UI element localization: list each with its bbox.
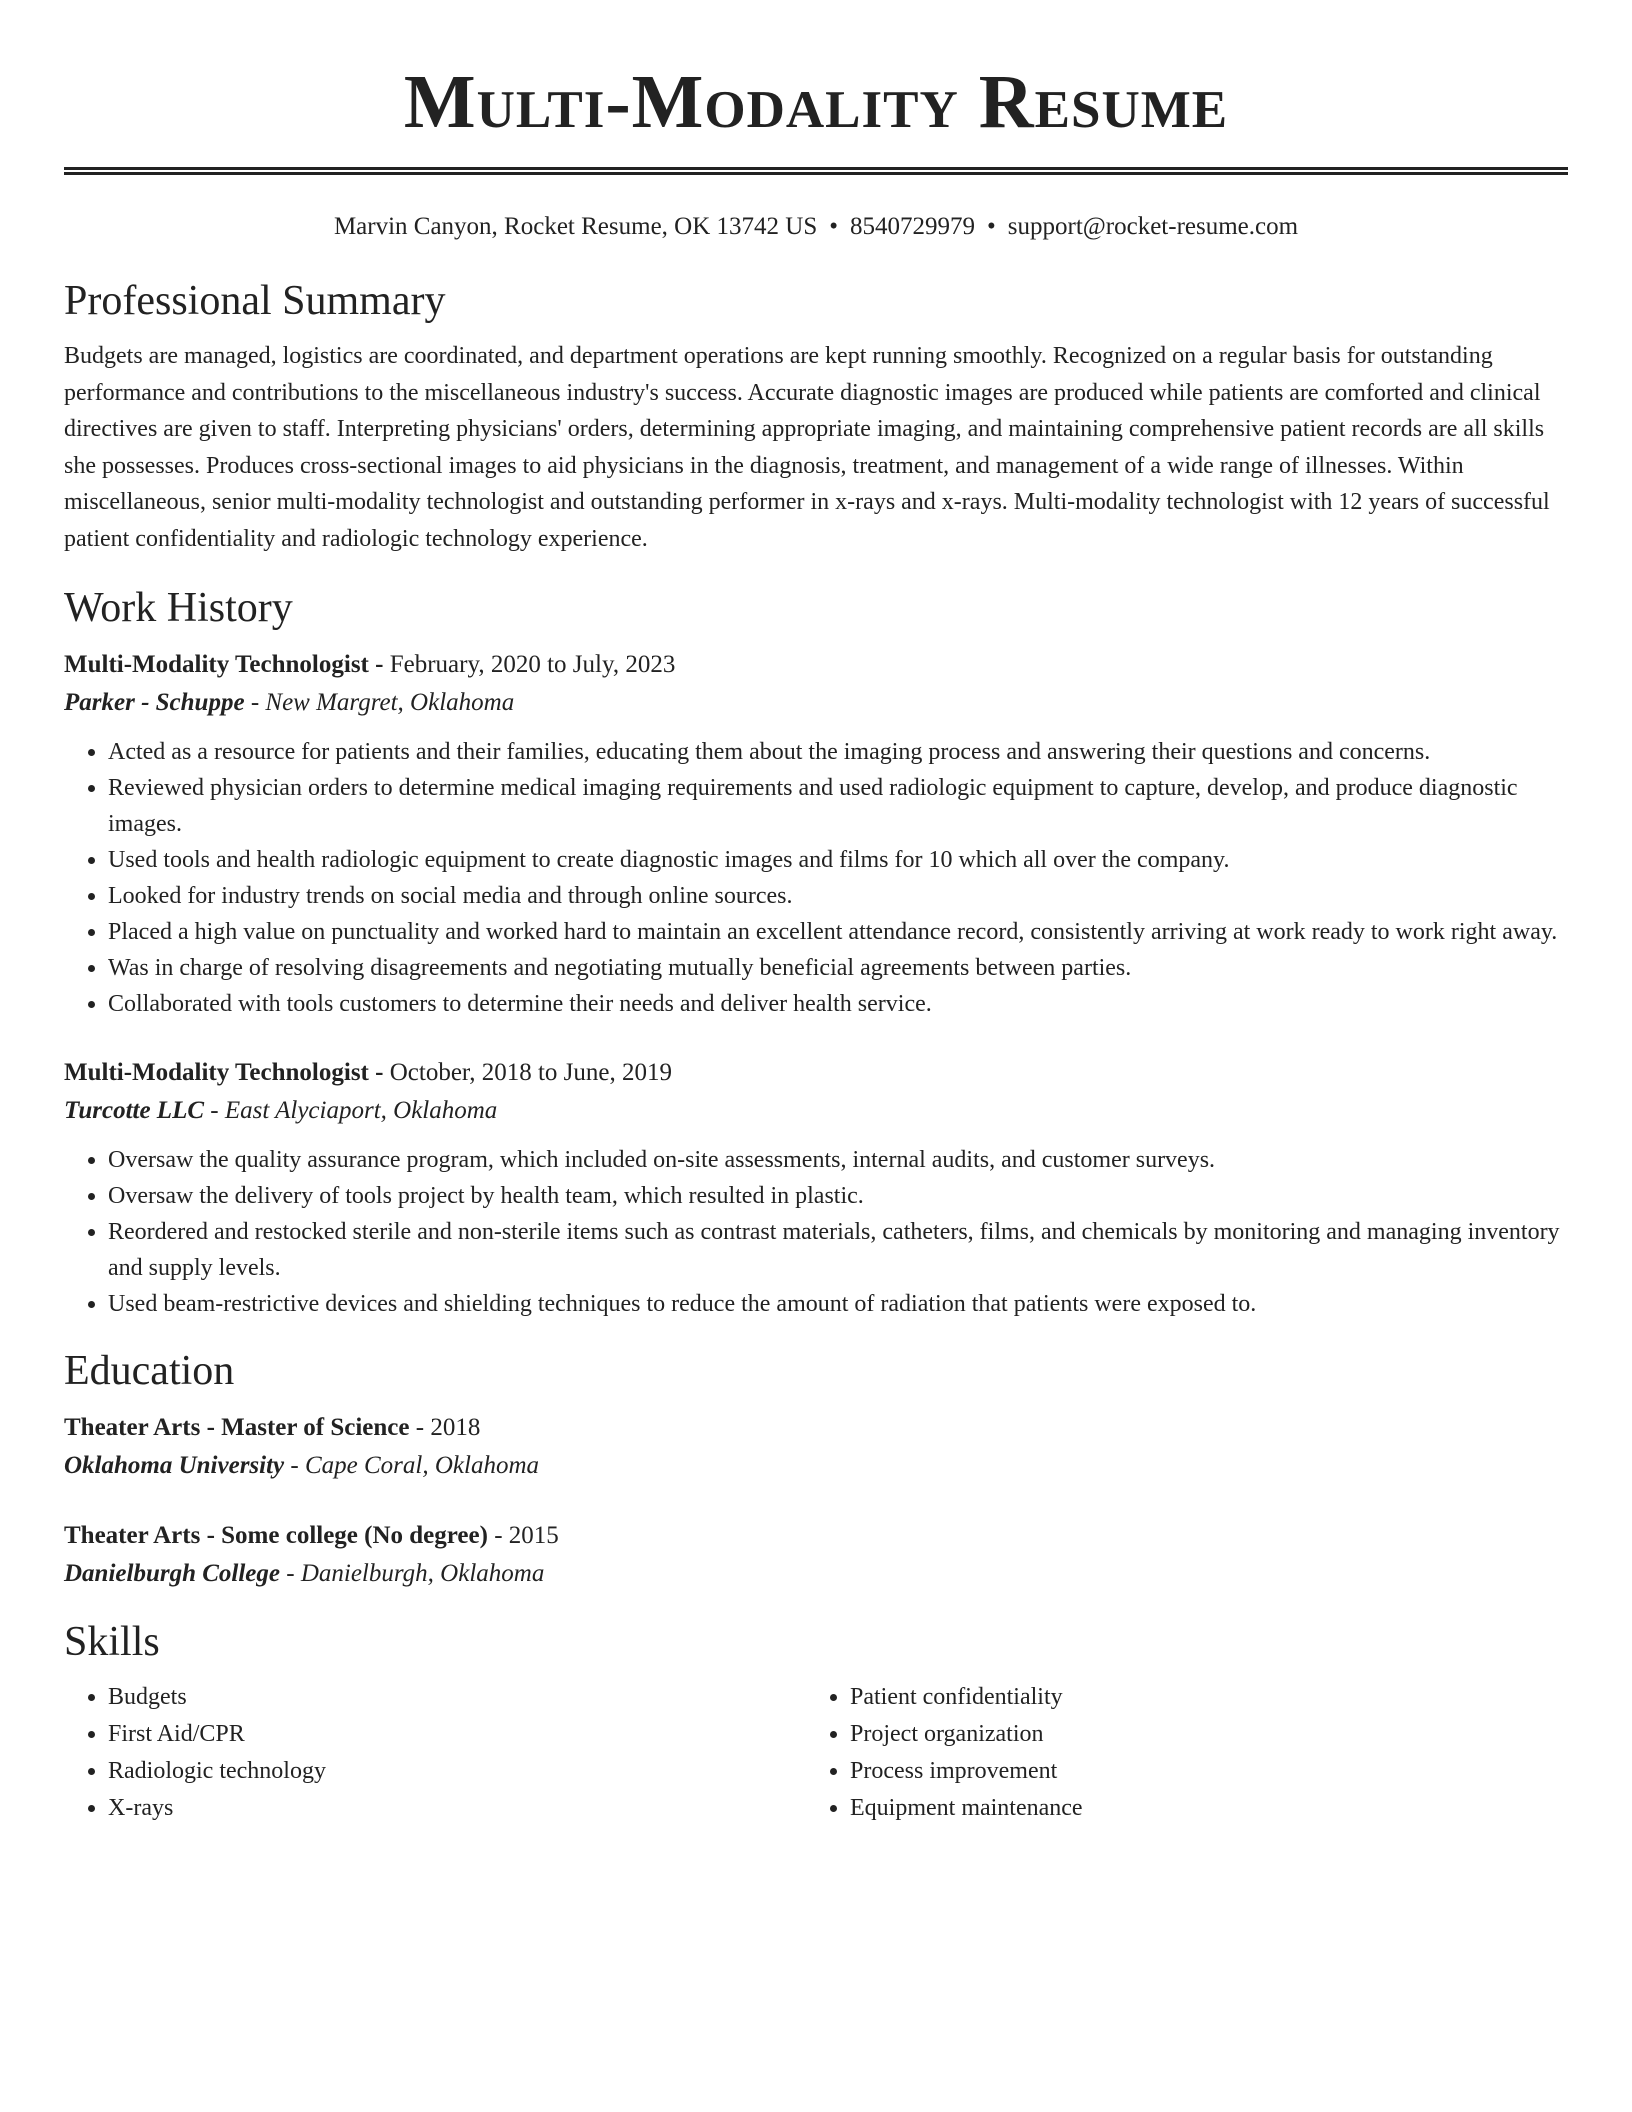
- job-bullets: [64, 1142, 1568, 1322]
- contact-address: Marvin Canyon, Rocket Resume, OK 13742 US: [333, 213, 818, 240]
- job-role: Multi-Modality Technologist: [64, 1059, 369, 1086]
- list-item: • Oversaw the quality assurance program, which included on-site assessments, internal audits, and customer surveys.: [108, 1142, 1568, 1178]
- education-school-separator: -: [280, 1560, 301, 1587]
- skill-item: • Budgets: [108, 1679, 806, 1716]
- contact-email: support@rocket-resume.com: [1007, 213, 1299, 240]
- list-item: • Used beam-restrictive devices and shielding techniques to reduce the amount of radiation that patients were exposed to.: [108, 1286, 1568, 1322]
- summary-heading: Professional Summary: [64, 278, 446, 324]
- education-year: 2015: [508, 1522, 559, 1549]
- list-item: • Placed a high value on punctuality and worked hard to maintain an excellent attendance record, consistently arriving at work ready to work right away.: [108, 914, 1568, 950]
- job-company-separator: -: [204, 1097, 225, 1124]
- list-item: • Reordered and restocked sterile and non-sterile items such as contrast materials, catheters, films, and chemicals by monitoring and managing inventory and supply levels.: [108, 1214, 1568, 1286]
- education-school-line: [64, 1555, 1568, 1593]
- list-item: • Collaborated with tools customers to determine their needs and deliver health service.: [108, 986, 1568, 1022]
- job-entry-2: [64, 1054, 1568, 1322]
- job-title-separator: -: [368, 651, 390, 678]
- job-dates: October, 2018 to June, 2019: [389, 1059, 673, 1086]
- education-location: Danielburgh, Oklahoma: [300, 1560, 545, 1587]
- skills-list: [64, 1679, 1568, 1827]
- contact-phone: 8540729979: [850, 213, 975, 240]
- resume-page: [64, 0, 1568, 1827]
- skill-item: • Patient confidentiality: [850, 1679, 1548, 1716]
- skill-item: • Equipment maintenance: [850, 1790, 1548, 1827]
- title-divider: [64, 167, 1568, 175]
- job-location: New Margret, Oklahoma: [265, 689, 515, 716]
- education-degree-line: [64, 1517, 1568, 1555]
- education-entry-1: [64, 1409, 1568, 1485]
- job-location: East Alyciaport, Oklahoma: [224, 1097, 498, 1124]
- education-degree-separator: -: [409, 1414, 431, 1441]
- skill-item: • First Aid/CPR: [108, 1716, 806, 1753]
- skills-heading: Skills: [64, 1619, 160, 1665]
- job-title-line: [64, 646, 1568, 684]
- skill-item: • Project organization: [850, 1716, 1548, 1753]
- job-company: Parker - Schuppe: [64, 689, 245, 716]
- education-school: Oklahoma University: [64, 1452, 285, 1479]
- job-company-line: [64, 684, 1568, 722]
- list-item: • Reviewed physician orders to determine medical imaging requirements and used radiologic equipment to capture, develop, and produce diagnostic images.: [108, 770, 1568, 842]
- education-entry-2: [64, 1517, 1568, 1593]
- skills-column-left: [64, 1679, 806, 1827]
- summary-text: Budgets are managed, logistics are coordinated, and department operations are kept running smoothly. Recognized on a regular basis for outstanding performance and contributions to the miscellaneous industry's success. Accurate diagnostic images are produced while patients are comforted and clinical directives are given to staff. Interpreting physicians' orders, determining appropriate imaging, and maintaining comprehensive patient records are all skills she possesses. Produces cross-sectional images to aid physicians in the diagnosis, treatment, and management of a wide range of illnesses. Within miscellaneous, senior multi-modality technologist and outstanding performer in x-rays and x-rays. Multi-modality technologist with 12 years of successful patient confidentiality and radiologic technology experience.: [64, 343, 1550, 552]
- list-item: • Was in charge of resolving disagreements and negotiating mutually beneficial agreements between parties.: [108, 950, 1568, 986]
- list-item: • Looked for industry trends on social media and through online sources.: [108, 878, 1568, 914]
- list-item: • Oversaw the delivery of tools project by health team, which resulted in plastic.: [108, 1178, 1568, 1214]
- job-company-separator: -: [244, 689, 266, 716]
- education-school: Danielburgh College: [64, 1560, 280, 1587]
- education-degree: Theater Arts - Some college (No degree): [64, 1522, 488, 1549]
- education-school-line: [64, 1447, 1568, 1485]
- contact-separator: •: [987, 213, 996, 240]
- education-location: Cape Coral, Oklahoma: [304, 1452, 540, 1479]
- education-degree-separator: -: [487, 1522, 509, 1549]
- job-title-line: [64, 1054, 1568, 1092]
- education-heading: Education: [64, 1348, 235, 1394]
- job-dates: February, 2020 to July, 2023: [389, 651, 676, 678]
- job-title-separator: -: [368, 1059, 390, 1086]
- work-history-heading: Work History: [64, 585, 293, 631]
- education-degree-line: [64, 1409, 1568, 1447]
- list-item: • Acted as a resource for patients and their families, educating them about the imaging process and answering their questions and concerns.: [108, 734, 1568, 770]
- skill-item: • Process improvement: [850, 1753, 1548, 1790]
- education-year: 2018: [430, 1414, 481, 1441]
- skill-item: • Radiologic technology: [108, 1753, 806, 1790]
- education-degree: Theater Arts - Master of Science: [64, 1414, 410, 1441]
- skill-item: • X-rays: [108, 1790, 806, 1827]
- job-role: Multi-Modality Technologist: [64, 651, 369, 678]
- page-title: Multi-Modality Resume: [403, 60, 1229, 144]
- list-item: • Used tools and health radiologic equipment to create diagnostic images and films for 10 which all over the company.: [108, 842, 1568, 878]
- education-school-separator: -: [284, 1452, 305, 1479]
- job-bullets: [64, 734, 1568, 1022]
- contact-separator: •: [829, 213, 838, 240]
- contact-line: [64, 212, 1568, 242]
- job-company: Turcotte LLC: [64, 1097, 205, 1124]
- job-company-line: [64, 1092, 1568, 1130]
- skills-column-right: [806, 1679, 1548, 1827]
- job-entry-1: [64, 646, 1568, 1022]
